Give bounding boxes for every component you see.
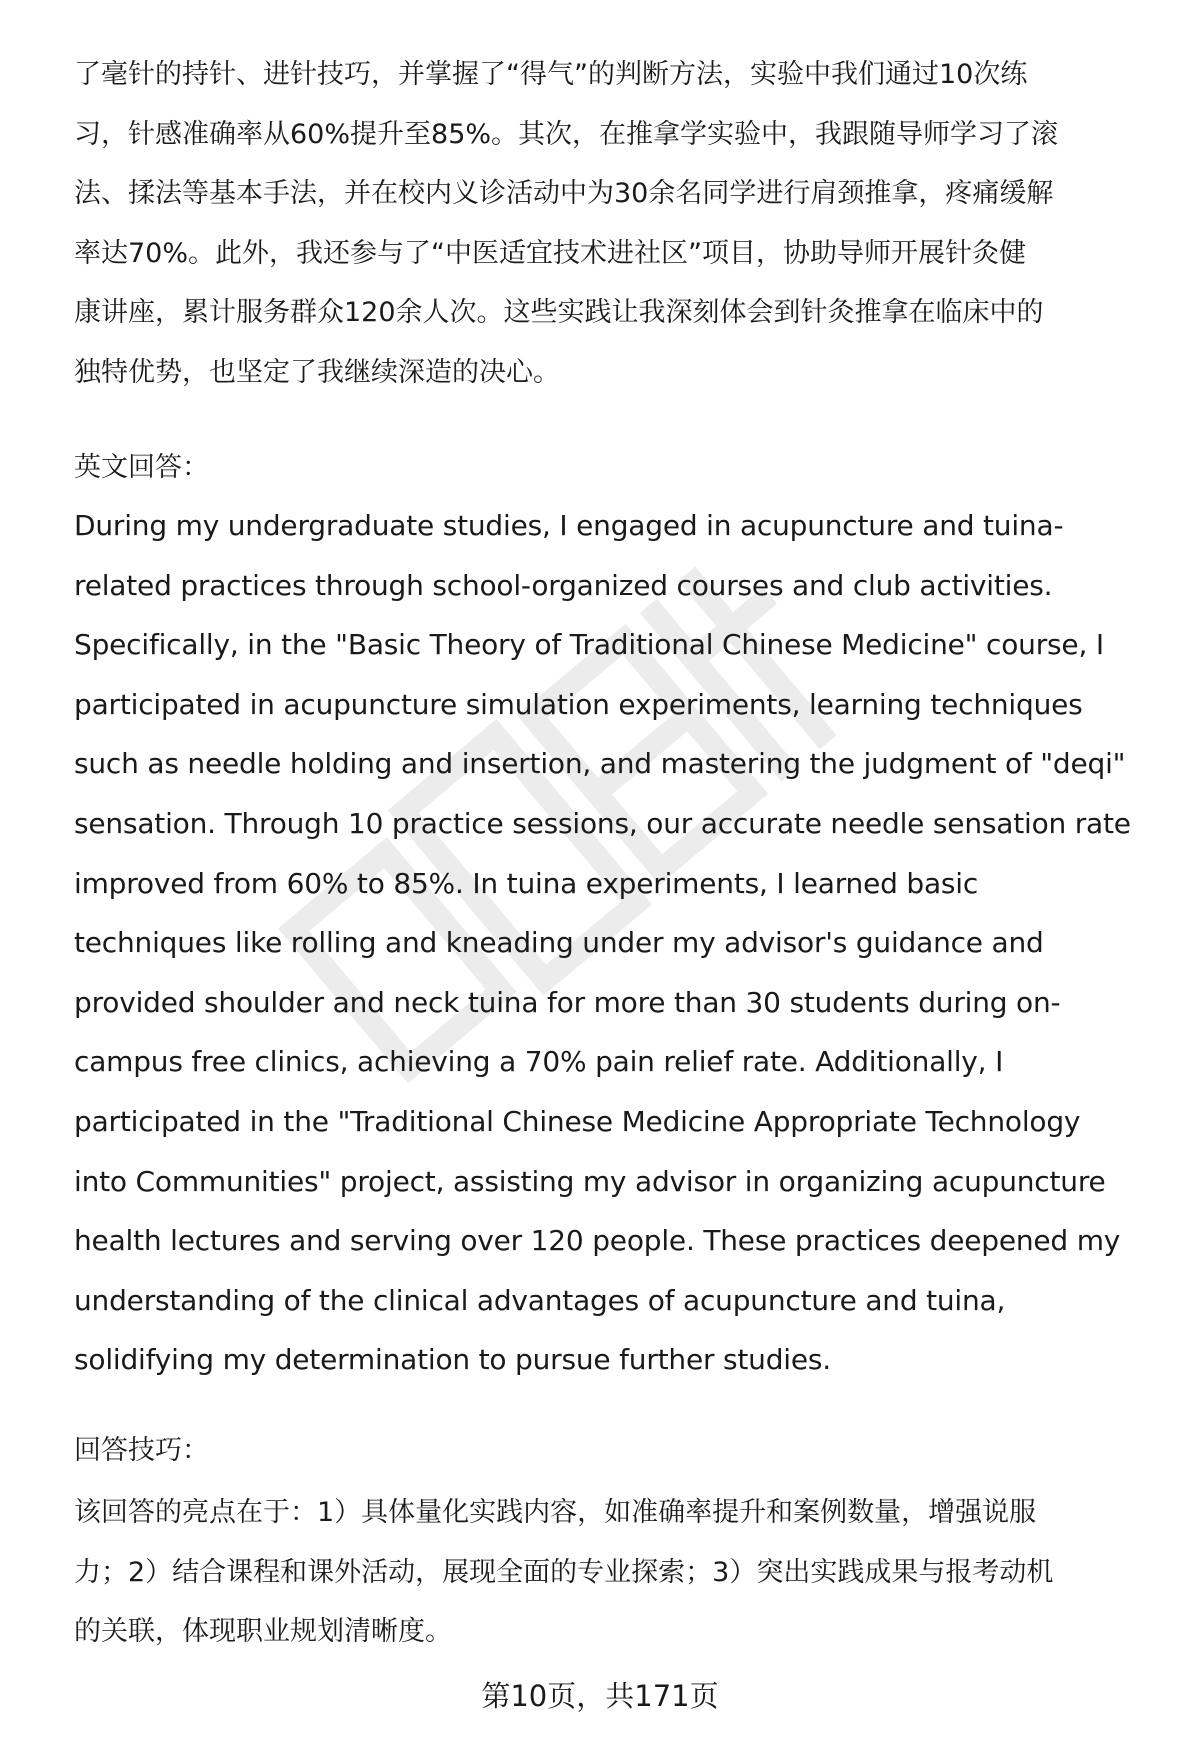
page-number: 第10页，共171页 [481,1679,719,1713]
tips-line: 该回答的亮点在于：1）具体量化实践内容，如准确率提升和案例数量，增强说服 [74,1497,1037,1528]
en-answer-line: participated in the "Traditional Chinese Medicine Appropriate Technology [74,1104,1081,1138]
cn-answer-line: 习，针感准确率从60%提升至85%。其次，在推拿学实验中，我跟随导师学习了滚 [74,118,1059,150]
en-answer-line: provided shoulder and neck tuina for more than 30 students during on- [74,985,1061,1019]
en-answer-line: such as needle holding and insertion, and mastering the judgment of "deqi" [74,747,1126,781]
en-answer [74,496,1154,1390]
en-answer-line: related practices through school-organized courses and club activities. [74,568,1053,602]
tips-line: 力；2）结合课程和课外活动，展现全面的专业探索；3）突出实践成果与报考动机 [74,1556,1054,1588]
tips-line: 的关联，体现职业规划清晰度。 [74,1616,452,1647]
tips [74,1483,1154,1662]
en-answer-line: Specifically, in the "Basic Theory of Traditional Chinese Medicine" course, I [74,628,1104,662]
en-answer-line: solidifying my determination to pursue further studies. [74,1343,831,1377]
tips-heading-block [74,1431,1154,1471]
en-answer-line: into Communities" project, assisting my advisor in organizing acupuncture [74,1164,1106,1198]
cn-answer [74,45,1154,402]
tips-heading: 回答技巧： [74,1435,209,1466]
en-answer-line: techniques like rolling and kneading under my advisor's guidance and [74,926,1044,960]
en-answer-line: improved from 60% to 85%. In tuina experiments, I learned basic [74,866,979,900]
cn-answer-line: 率达70%。此外，我还参与了“中医适宜技术进社区”项目，协助导师开展针灸健 [74,237,1026,269]
en-answer-line: campus free clinics, achieving a 70% pain relief rate. Additionally, I [74,1045,1004,1079]
en-answer-heading-block [74,448,1154,488]
en-answer-heading: 英文回答： [74,452,209,483]
cn-answer-line: 康讲座，累计服务群众120余人次。这些实践让我深刻体会到针灸推拿在临床中的 [74,297,1044,328]
cn-answer-line: 法、揉法等基本手法，并在校内义诊活动中为30余名同学进行肩颈推拿，疼痛缓解 [74,178,1054,209]
cn-answer-line: 了毫针的持针、进针技巧，并掌握了“得气”的判断方法，实验中我们通过10次练 [74,59,1028,90]
en-answer-line: understanding of the clinical advantages of acupuncture and tuina, [74,1283,1006,1317]
cn-answer-line: 独特优势，也坚定了我继续深造的决心。 [74,356,560,388]
en-answer-line: participated in acupuncture simulation experiments, learning techniques [74,687,1083,721]
en-answer-line: sensation. Through 10 practice sessions, our accurate needle sensation rate [74,806,1131,840]
en-answer-line: During my undergraduate studies, I engaged in acupuncture and tuina- [74,509,1064,542]
en-answer-line: health lectures and serving over 120 people. These practices deepened my [74,1224,1121,1258]
